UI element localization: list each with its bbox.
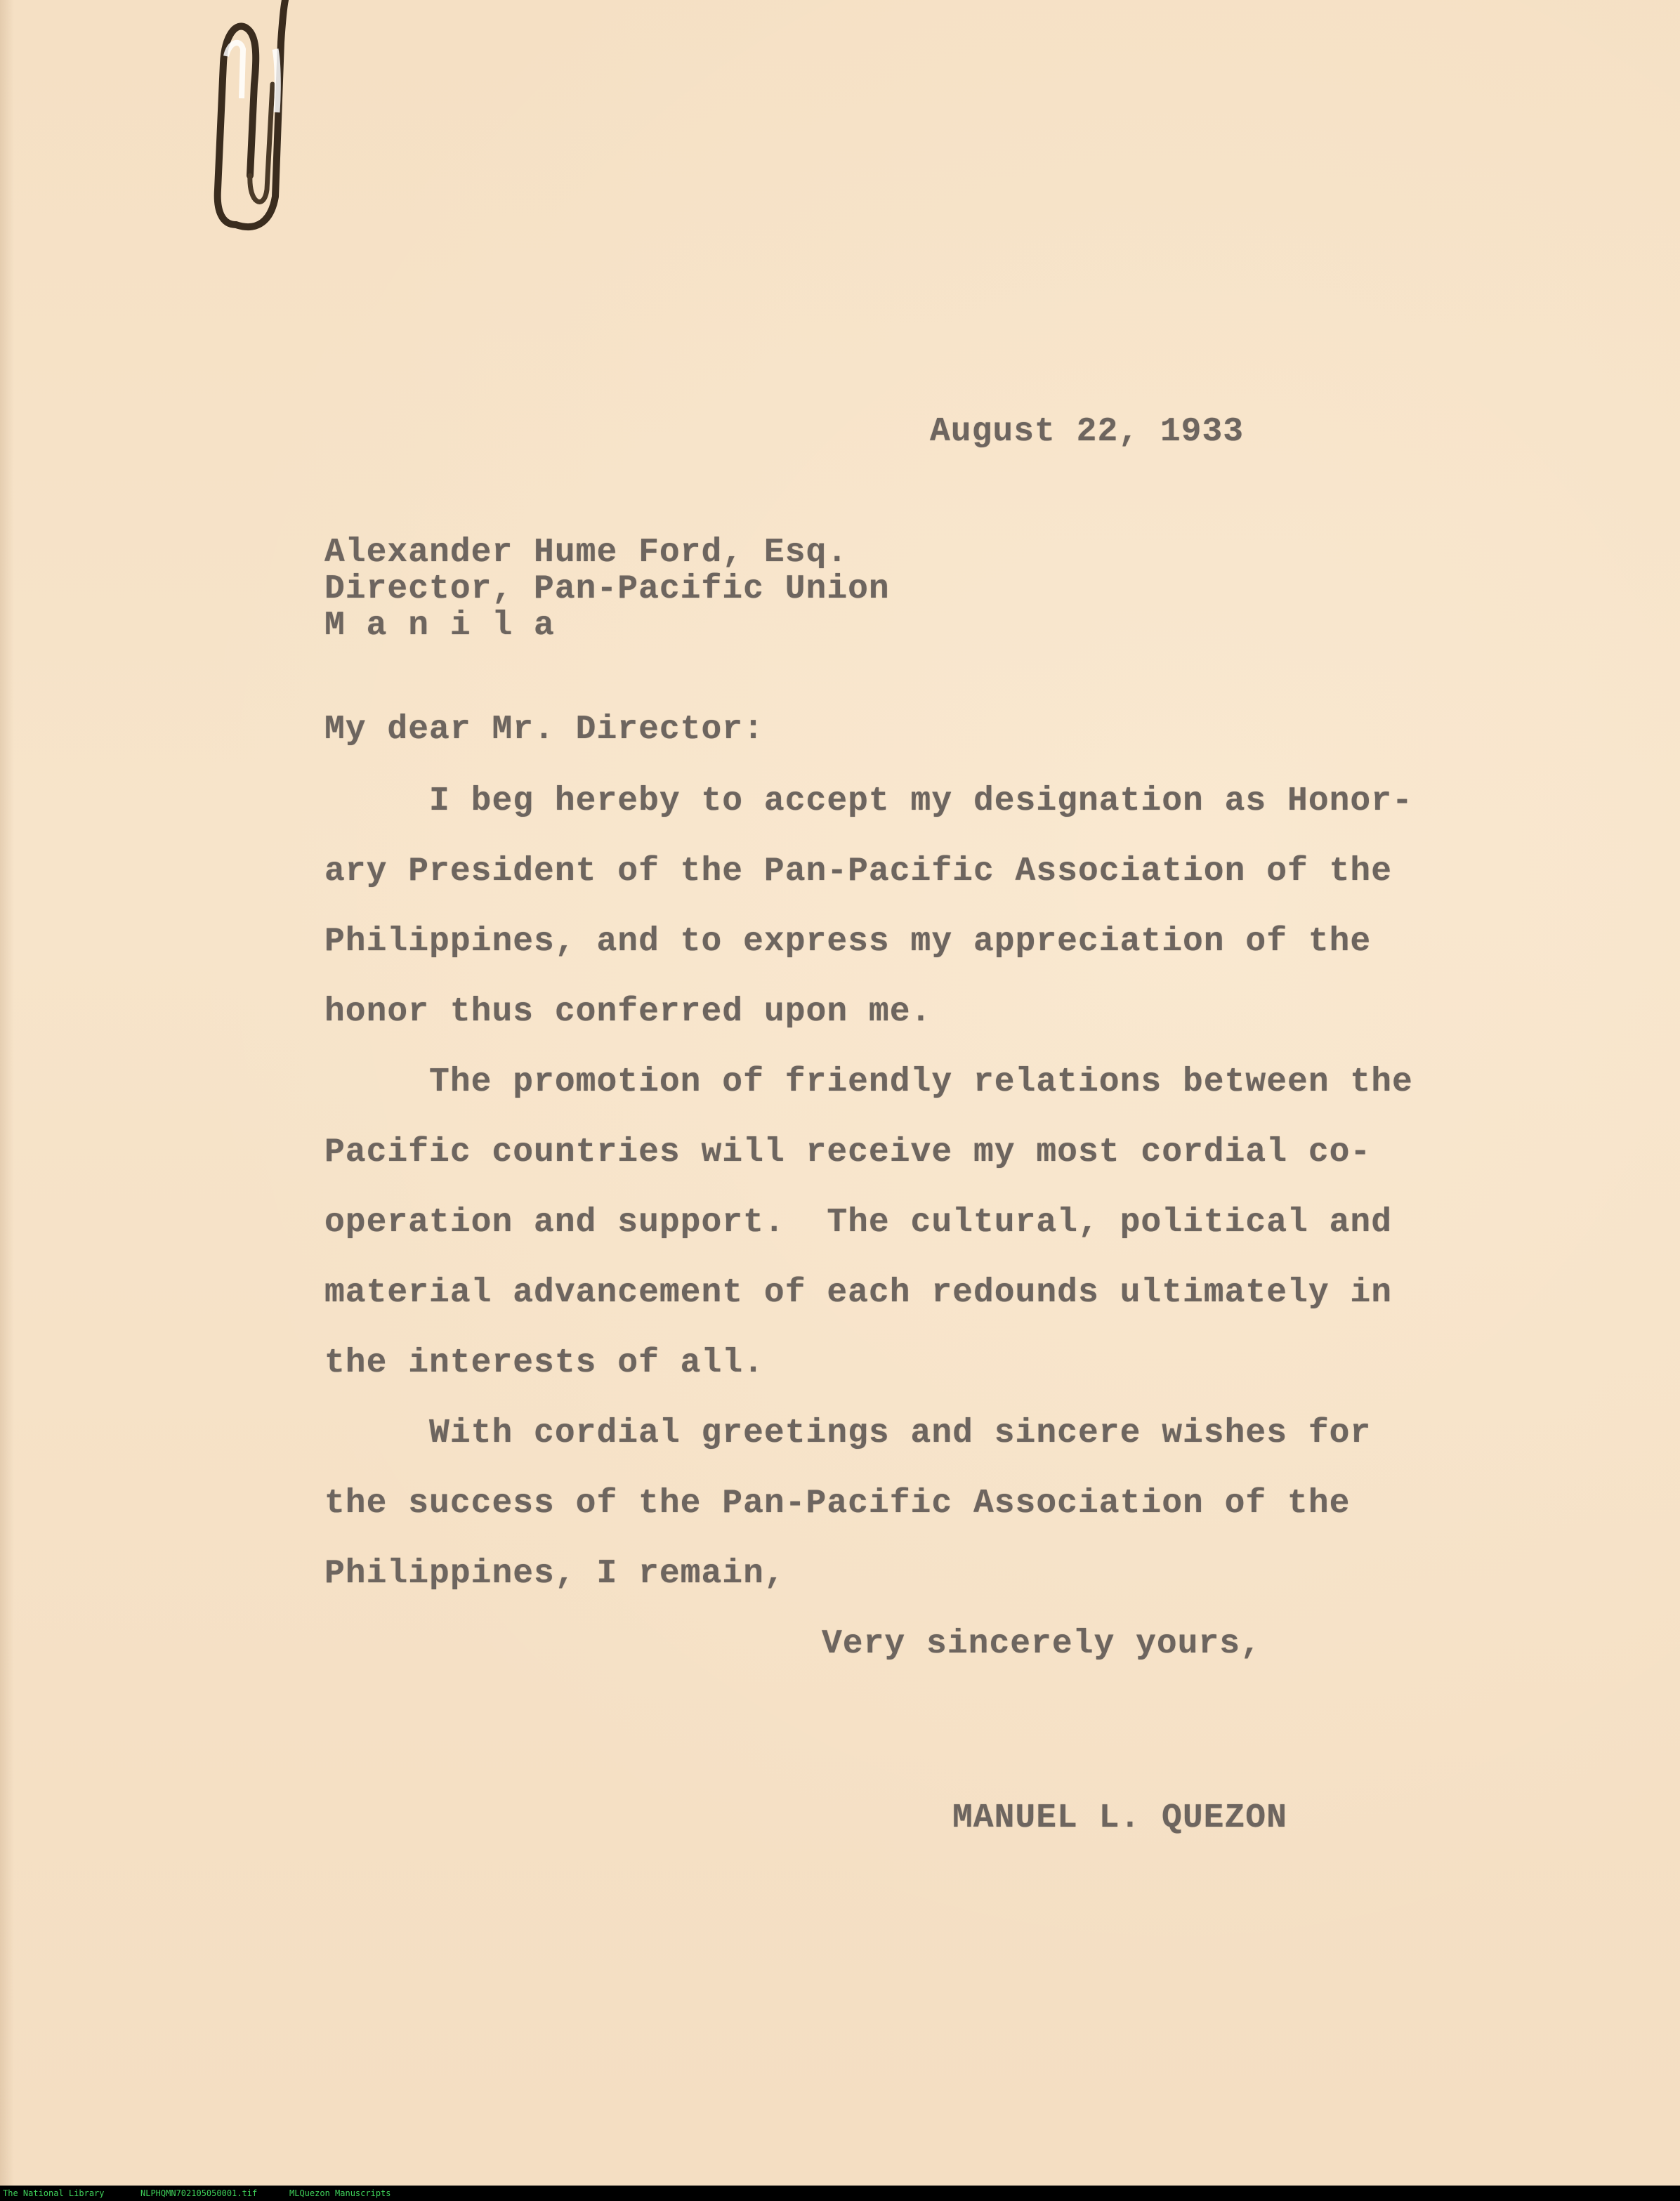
body-line: the interests of all. [324,1344,764,1382]
address-line: Director, Pan-Pacific Union [324,570,890,608]
body-line: material advancement of each redounds ultimately in [324,1274,1393,1312]
paper-clip-icon [208,0,306,246]
salutation: My dear Mr. Director: [324,711,764,749]
body-line: With cordial greetings and sincere wishes for [324,1414,1372,1452]
paper-shadow [0,0,14,2186]
body-line: Philippines, I remain, [324,1555,785,1593]
body-line: I beg hereby to accept my designation as Honor- [324,782,1413,820]
closing: Very sincerely yours, [822,1625,1261,1663]
footer-file-id: NLPHQMN702105050001.tif [140,2188,258,2198]
footer-collection: MLQuezon Manuscripts [289,2188,391,2198]
footer-institution: The National Library [3,2188,105,2198]
body-line: Philippines, and to express my appreciation of the [324,923,1372,961]
body-line: operation and support. The cultural, political and [324,1204,1393,1242]
signature-name: MANUEL L. QUEZON [952,1799,1287,1837]
address-line: M a n i l a [324,607,555,645]
archive-footer [0,2186,1680,2201]
body-line: honor thus conferred upon me. [324,993,932,1031]
body-line: Pacific countries will receive my most cordial co- [324,1134,1372,1171]
letter-date: August 22, 1933 [930,413,1245,451]
body-line: the success of the Pan-Pacific Association of the [324,1485,1351,1523]
body-line: ary President of the Pan-Pacific Association of the [324,853,1393,891]
body-line: The promotion of friendly relations between the [324,1063,1413,1101]
address-line: Alexander Hume Ford, Esq. [324,534,848,572]
